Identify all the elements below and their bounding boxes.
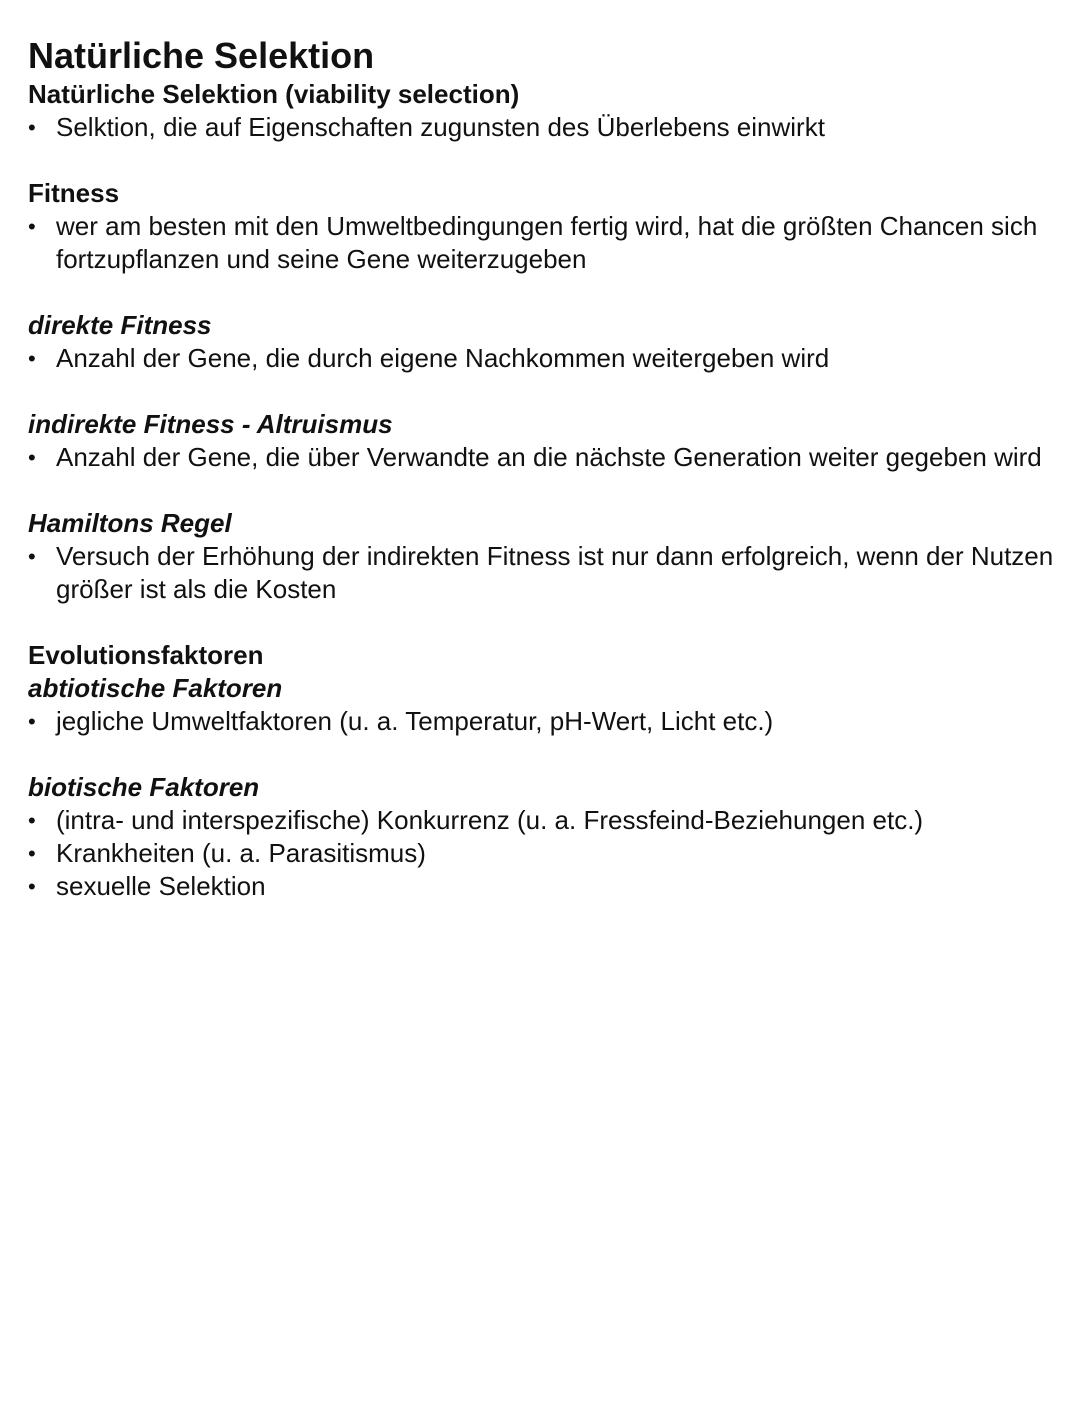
bullet-item: • wer am besten mit den Umweltbedingungen fertig wird, hat die größten Chancen sich fortzupflanzen und seine Gene weiterzugeben	[28, 210, 1058, 276]
section-indirekte-fitness	[28, 408, 1058, 474]
bullet-item: • (intra- und interspezifische) Konkurrenz (u. a. Fressfeind-Beziehungen etc.)	[28, 804, 1058, 837]
section-heading: direkte Fitness	[28, 310, 212, 340]
bullet-item: • Anzahl der Gene, die über Verwandte an die nächste Generation weiter gegeben wird	[28, 441, 1058, 474]
section-fitness	[28, 177, 1058, 276]
section-heading: Evolutionsfaktoren	[28, 640, 264, 670]
bullet-item: • jegliche Umweltfaktoren (u. a. Temperatur, pH-Wert, Licht etc.)	[28, 705, 1058, 738]
bullet-item: • Versuch der Erhöhung der indirekten Fitness ist nur dann erfolgreich, wenn der Nutzen größer ist als die Kosten	[28, 540, 1058, 606]
section-viability-selection	[28, 78, 1058, 144]
section-subheading: abtiotische Faktoren	[28, 673, 283, 703]
bullet-list	[28, 705, 1058, 738]
section-heading: Hamiltons Regel	[28, 508, 232, 538]
section-direkte-fitness	[28, 309, 1058, 375]
bullet-list	[28, 540, 1058, 606]
bullet-list	[28, 342, 1058, 375]
bullet-item: • Krankheiten (u. a. Parasitismus)	[28, 837, 1058, 870]
bullet-list	[28, 111, 1058, 144]
section-heading: biotische Faktoren	[28, 772, 260, 802]
section-evolutionsfaktoren	[28, 639, 1058, 738]
document-page	[28, 36, 1058, 903]
bullet-list	[28, 210, 1058, 276]
section-heading: Natürliche Selektion (viability selection)	[28, 79, 520, 109]
page-title: Natürliche Selektion	[28, 35, 375, 76]
bullet-item: • Selktion, die auf Eigenschaften zugunsten des Überlebens einwirkt	[28, 111, 1058, 144]
section-heading: indirekte Fitness - Altruismus	[28, 409, 393, 439]
bullet-item: • sexuelle Selektion	[28, 870, 1058, 903]
section-biotische-faktoren	[28, 771, 1058, 903]
bullet-item: • Anzahl der Gene, die durch eigene Nachkommen weitergeben wird	[28, 342, 1058, 375]
bullet-list	[28, 441, 1058, 474]
section-hamiltons-regel	[28, 507, 1058, 606]
bullet-list	[28, 804, 1058, 903]
section-heading: Fitness	[28, 178, 120, 208]
